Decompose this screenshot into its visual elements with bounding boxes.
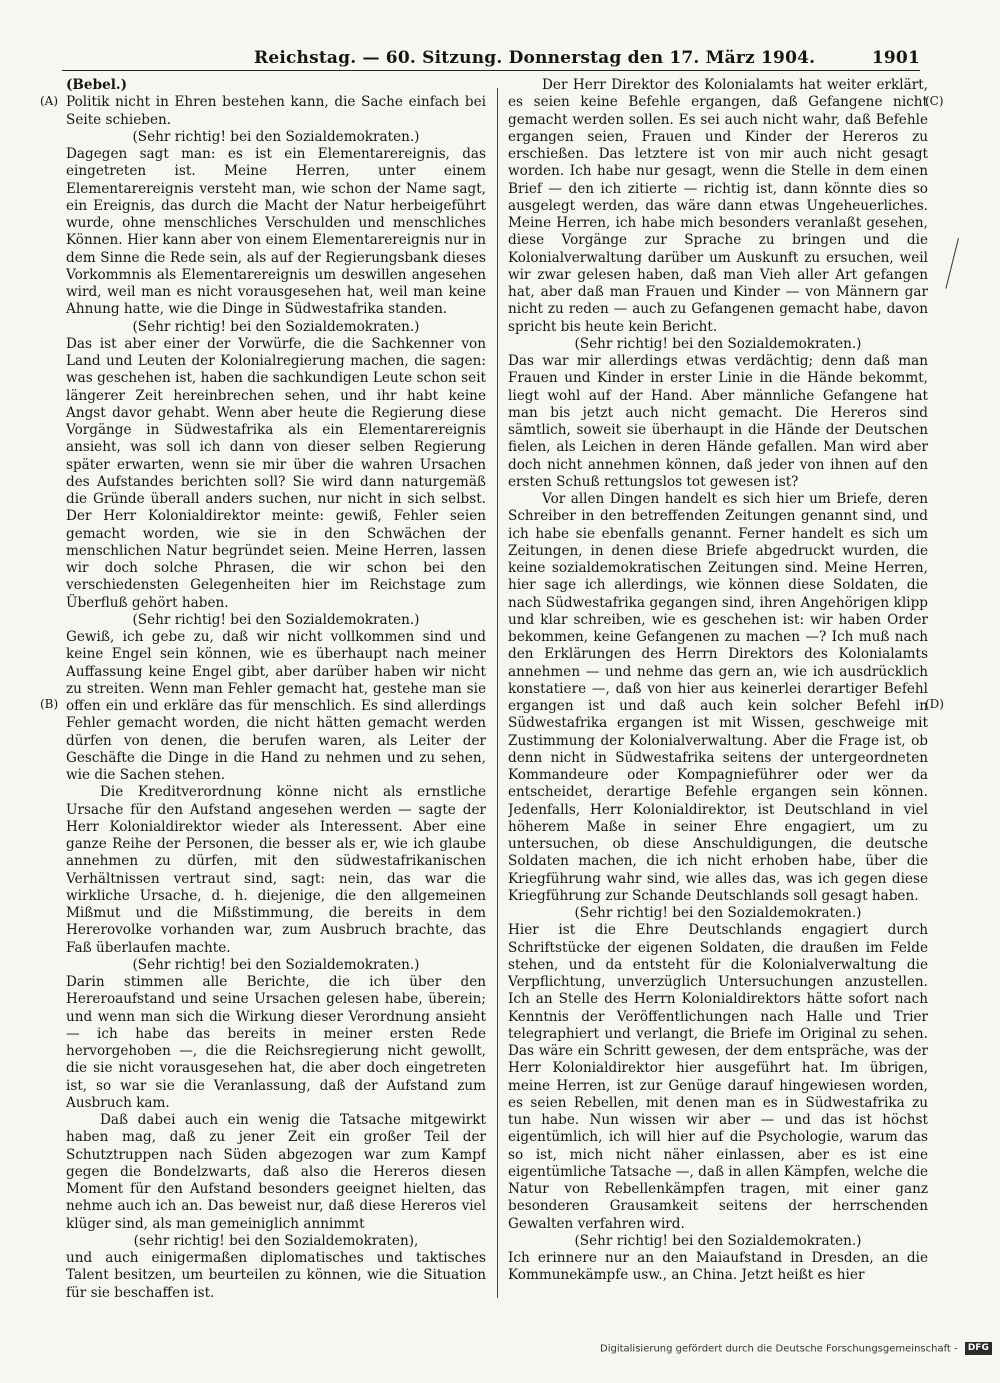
paragraph-text: Darin stimmen alle Berichte, die ich über den Hereroaufstand und seine Ursachen gelesen habe, überein; und wenn man sich die Wirkung dieser Verordnung ansieht — ich habe das bereits in meiner ersten Rede hervorgehoben —, die die Reichsregierung nicht gewollt, die sie nicht vorausgesehen hat, die aber doch eingetreten ist, so war sie die Veranlassung, daß der Aufstand zum Ausbruch kam. [66, 974, 486, 1111]
dfg-logo: DFG [965, 1342, 992, 1355]
running-head: Reichstag. — 60. Sitzung. Donnerstag den 17. März 1904. [254, 48, 816, 68]
paragraph-applause: (Sehr richtig! bei den Sozialdemokraten.) [132, 128, 420, 145]
paragraph-text: Das ist aber einer der Vorwürfe, die die Sachkenner von Land und Leuten der Kolonialregierung machen, die sagen: was geschehen ist, haben die sachkundigen Leute schon seit längerer Zeit hereinbrechen sehen, und ihr habt keine Angst davor gehabt. Wenn aber heute die Regierung diese Vorgänge in Südwestafrika als ein Elementarereignis ansieht, was soll ich dann von dieser selben Regierung später erwarten, wenn sie mir über die wahren Ursachen des Aufstandes berichten soll? Sie wird dann naturgemäß die Gründe überall anders suchen, nur nicht in sich selbst. Der Herr Kolonialdirektor meinte: gewiß, Fehler seien gemacht worden, wie sie in den Schwächen der menschlichen Natur begründet seien. Meine Herren, lassen wir doch solche Phrasen, die wir schon bei den verschiedensten Gelegenheiten hier im Reichstage zum Überfluß gehört haben. [66, 335, 486, 611]
paragraph-indent: Die Kreditverordnung könne nicht als ernstliche Ursache für den Aufstand angesehen werden — sagte der Herr Kolonialdirektor wieder als Interessent. Aber eine ganze Reihe der Personen, die besser als er, wie ich glaube annehmen zu dürfen, mit den südwestafrikanischen Verhältnissen vertraut sind, sagt: nein, das war die wirkliche Ursache, d. h. diejenige, die den allgemeinen Mißmut und die Mißstimmung, die bereits in dem Hererovolke vorhanden war, zum Ausbruch brachte, das Faß überlaufen machte. [66, 784, 486, 956]
paragraph-speaker: (Bebel.) [66, 77, 128, 93]
paragraph-indent: Daß dabei auch ein wenig die Tatsache mitgewirkt haben mag, daß zu jener Zeit ein großer Teil der Schutztruppen nach Süden abgezogen war zum Kampf gegen die Bondelzwarts, daß also die Hereros diesen Moment für den Aufstand besonders geeignet hielten, das nehme auch ich an. Das beweist nur, daß diese Hereros viel klüger sind, als man gemeiniglich annimmt [66, 1112, 486, 1232]
margin-mark-b: (B) [40, 697, 59, 711]
page-header [62, 46, 920, 70]
paragraph-text: Ich erinnere nur an den Maiaufstand in Dresden, an die Kommunekämpfe usw., an China. Jetzt heißt es hier [508, 1250, 928, 1284]
page-number: 1901 [871, 48, 920, 68]
paragraph-applause: (Sehr richtig! bei den Sozialdemokraten.) [132, 611, 420, 628]
paragraph-applause: (Sehr richtig! bei den Sozialdemokraten.) [132, 318, 420, 335]
paragraph-applause: (sehr richtig! bei den Sozialdemokraten), [133, 1232, 419, 1249]
header-rule [62, 70, 920, 71]
margin-mark-a: (A) [40, 94, 59, 108]
margin-mark-c: (C) [925, 94, 944, 108]
paragraph-text: Politik nicht in Ehren bestehen kann, die Sache einfach bei Seite schieben. [66, 94, 486, 128]
paragraph-text: Gewiß, ich gebe zu, daß wir nicht vollkommen sind und keine Engel sein können, wie es überhaupt nach meiner Auffassung keine Engel gibt, aber darüber haben wir nicht zu streiten. Wenn man Fehler gemacht hat, gestehe man sie offen ein und erkläre das für menschlich. Es sind allerdings Fehler gemacht worden, die nicht hätten gemacht werden dürfen von denen, die berufen waren, als Leiter der Geschäfte die Dinge in die Hand zu nehmen und zu sehen, wie die Sachen stehen. [66, 629, 486, 783]
paragraph-text: Das war mir allerdings etwas verdächtig; denn daß man Frauen und Kinder in erster Linie in die Hände bekommt, liegt wohl auf der Hand. Aber männliche Gefangene hat man bis jetzt auch nicht gemacht. Die Hereros sind sämtlich, soweit sie überhaupt in die Hände der Deutschen fielen, als Leichen in deren Hände gefallen. Man wird aber doch nicht annehmen können, daß jeder von ihnen auf den ersten Schuß rettungslos tot gewesen ist? [508, 353, 928, 490]
paragraph-text: Dagegen sagt man: es ist ein Elementarereignis, das eingetreten ist. Meine Herren, unter einem Elementarereignis versteht man, wie schon der Name sagt, ein Ereignis, das durch die Macht der Natur herbeigeführt wurde, ohne menschliches Verschulden und menschliches Können. Hier kann aber von einem Elementarereignis nur in dem Sinne die Rede sein, als auf der Regierungsbank dieses Vorkommnis als Elementarereignis um deswillen angesehen wird, weil man es nicht vorausgesehen hat, weil man keine Ahnung hatte, wie die Dinge in Südwestafrika standen. [66, 146, 486, 318]
margin-pencil-mark [945, 238, 959, 289]
paragraph-text: und auch einigermaßen diplomatisches und taktisches Talent besitzen, um beurteilen zu können, wie die Situation für sie beschaffen ist. [66, 1250, 486, 1301]
paragraph-applause: (Sehr richtig! bei den Sozialdemokraten.) [132, 956, 420, 973]
footer-text: Digitalisierung gefördert durch die Deutsche Forschungsgemeinschaft - [600, 1343, 958, 1355]
paragraph-indent: Der Herr Direktor des Kolonialamts hat weiter erklärt, es seien keine Befehle ergangen, daß Gefangene nicht gemacht werden sollen. Es sei auch nicht wahr, daß Befehle ergangen seien, Frauen und Kinder der Hereros zu erschießen. Das letztere ist von mir auch nicht gesagt worden. Ich habe nur gesagt, wenn die Stelle in dem einen Brief — den ich zitierte — richtig ist, dann könnte dies so ausgelegt werden, das wäre dann etwas Ungeheuerliches. Meine Herren, ich habe mich besonders veranlaßt gesehen, diese Vorgänge zur Sprache zu bringen und die Kolonialverwaltung darüber um Auskunft zu ersuchen, weil wir zwar gelesen haben, daß man Vieh aller Art gefangen hat, aber daß man Frauen und Kinder — von Männern gar nicht zu reden — auch zu Gefangenen gemacht habe, davon spricht bis heute kein Bericht. [508, 77, 928, 335]
column-divider [497, 88, 498, 1298]
right-column [508, 77, 928, 1302]
left-column [66, 77, 486, 1302]
paragraph-applause: (Sehr richtig! bei den Sozialdemokraten.) [574, 335, 862, 352]
paragraph-applause: (Sehr richtig! bei den Sozialdemokraten.) [574, 905, 862, 921]
paragraph-indent: Vor allen Dingen handelt es sich hier um Briefe, deren Schreiber in den betreffenden Zeitungen genannt sind, und ich habe sie ebenfalls genannt. Ferner handelt es sich um Zeitungen, in denen diese Briefe abgedruckt wurden, die keine sozialdemokratischen Zeitungen sind. Meine Herren, hier sage ich allerdings, wie können diese Soldaten, die nach Südwestafrika gegangen sind, ihren Angehörigen klipp und klar schreiben, wie es geschehen ist: wir haben Order bekommen, keine Gefangenen zu machen —? Ich muß nach den Erklärungen des Herrn Direktors des Kolonialamts annehmen — und nehme das gern an, wie ich ausdrücklich konstatiere —, daß von hier aus keinerlei derartiger Befehl ergangen ist und daß auch kein solcher Befehl in Südwestafrika ergangen ist mit Wissen, geschweige mit Zustimmung der Kolonialverwaltung. Aber die Frage ist, ob denn nicht in Südwestafrika seitens der untergeordneten Kommandeure oder Kompagnieführer oder wer da entscheidet, derartige Befehle ergangen sein können. Jedenfalls, Herr Kolonialdirektor, ist Deutschland in viel höherem Maße in seiner Ehre engagiert, um zu untersuchen, ob diese Anschuldigungen, die deutsche Soldaten machen, die ich nicht erhoben habe, über die Kriegführung wahr sind, wie alles das, was ich gegen diese Kriegführung zur Schande Deutschlands soll gesagt haben. [508, 491, 928, 904]
footer [600, 1342, 989, 1362]
paragraph-text: Hier ist die Ehre Deutschlands engagiert durch Schriftstücke der eigenen Soldaten, die draußen im Felde stehen, und da entsteht für die Kolonialverwaltung die Verpflichtung, unverzüglich Untersuchungen anzustellen. Ich an Stelle des Herrn Kolonialdirektors hätte sofort nach Kenntnis der Veröffentlichungen nach Halle und Trier telegraphiert und verlangt, die Briefe im Original zu sehen. Das wäre ein Schritt gewesen, der dem entspräche, was der Herr Kolonialdirektor hier ausgeführt hat. Im übrigen, meine Herren, ist zur Genüge darauf hingewiesen worden, es seien Rebellen, mit denen man es in Südwestafrika zu tun habe. Nun wissen wir aber — und das ist höchst eigentümlich, ich will hier auf die Psychologie, warum das so ist, mich nicht näher einlassen, aber es ist eine eigentümliche Tatsache —, daß in allen Kämpfen, welche die Natur von Rebellenkämpfen tragen, mit einer ganz besonderen Grausamkeit seitens der herrschenden Gewalten verfahren wird. [508, 922, 928, 1232]
margin-mark-d: (D) [925, 697, 944, 711]
paragraph-applause: (Sehr richtig! bei den Sozialdemokraten.) [574, 1232, 862, 1249]
